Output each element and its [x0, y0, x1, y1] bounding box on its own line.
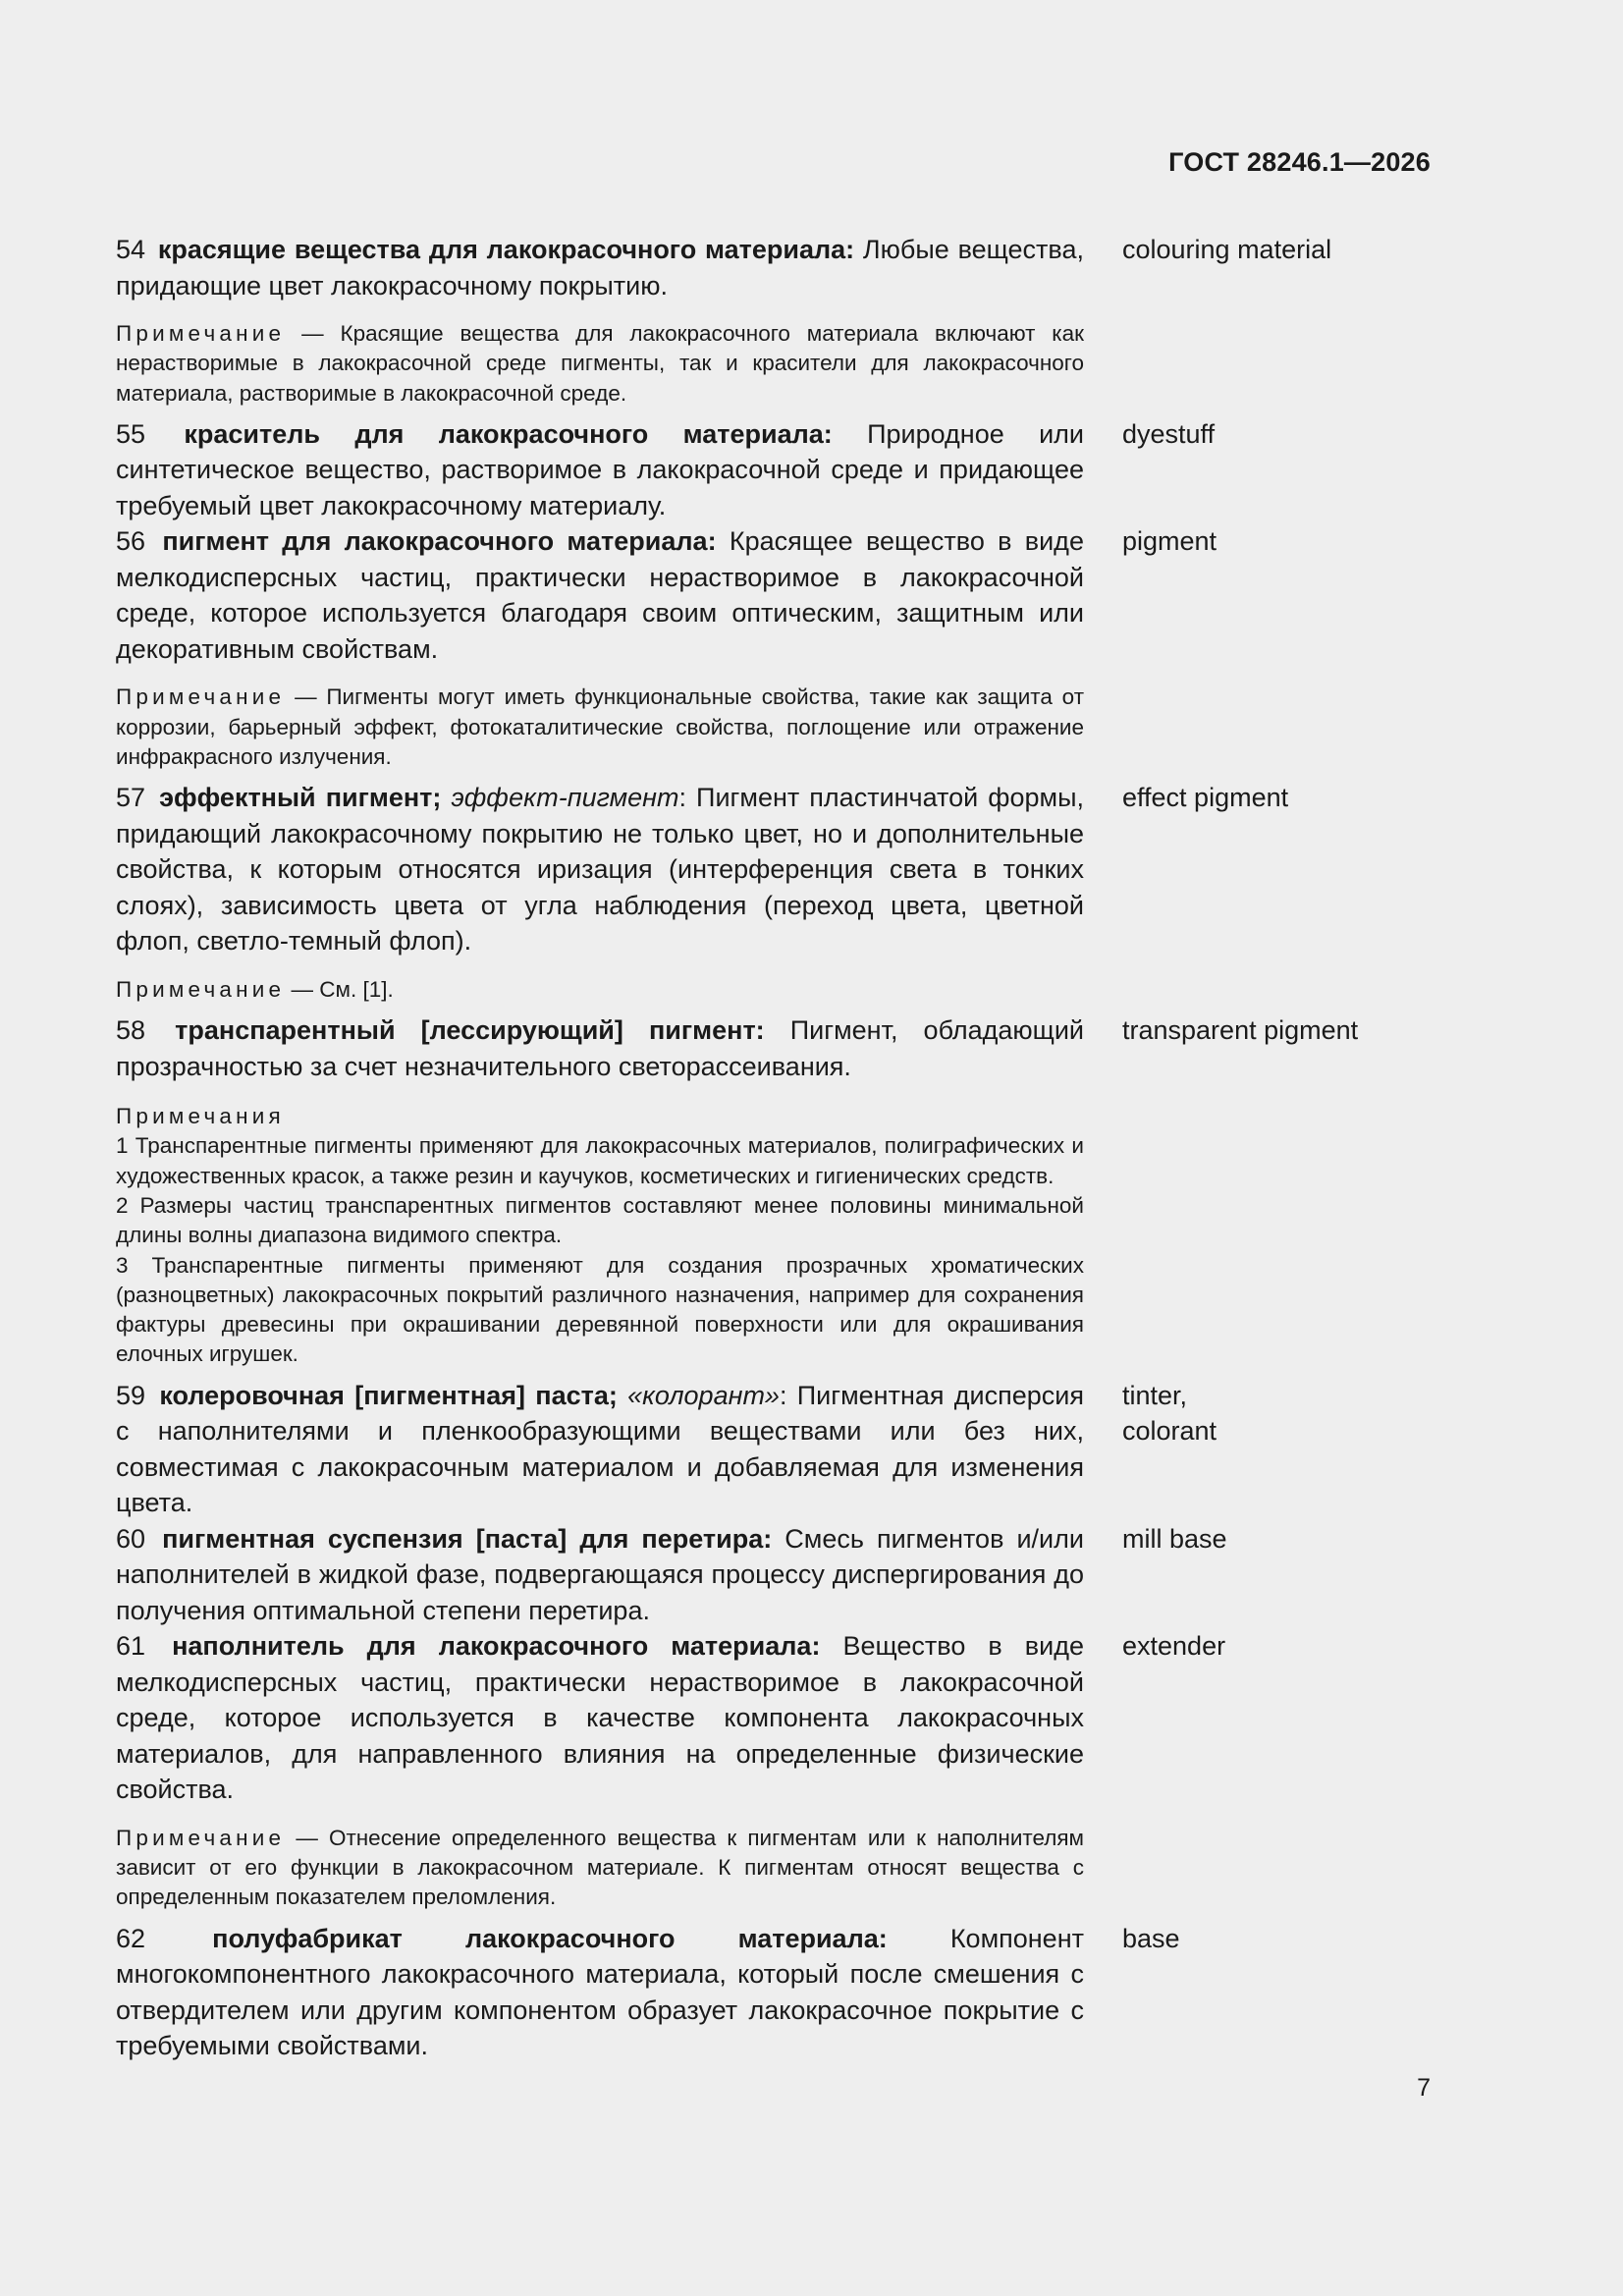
note-label: Примечание — [116, 321, 286, 346]
note-text: — Отнесение определенного вещества к пигментам или к наполнителям зависит от его функции в лакокрасочном материале. К пигментам относят вещества с определенным показателем преломления. — [116, 1825, 1084, 1910]
term-name: полуфабрикат лакокрасочного материала: — [212, 1923, 888, 1953]
note-text: — Красящие вещества для лакокрасочного материала включают как нерастворимые в лакокрасочной среде пигменты, так и красители для лакокрасочного материала, растворимые в лакокрасочной среде. — [116, 321, 1084, 406]
term-number: 61 — [116, 1631, 146, 1662]
term-number: 58 — [116, 1015, 146, 1046]
definition-59 — [116, 1378, 1084, 1521]
term-number: 56 — [116, 526, 146, 557]
note-label: Примечание — [116, 1825, 286, 1850]
note-57 — [116, 975, 1084, 1005]
term-number: 59 — [116, 1380, 146, 1410]
definition-60 — [116, 1521, 1084, 1629]
note-item: 1 Транспарентные пигменты применяют для лакокрасочных материалов, полиграфических и художественных красок, а также резин и каучуков, косметических и гигиенических средств. — [116, 1133, 1084, 1188]
term-number: 62 — [116, 1923, 146, 1953]
english-equivalent-58: transparent pigment — [1122, 1015, 1359, 1046]
english-equivalent-61: extender — [1122, 1631, 1226, 1662]
notes-label: Примечания — [116, 1104, 285, 1129]
english-equivalent-62: base — [1122, 1923, 1180, 1953]
term-entry-62 — [116, 1921, 1432, 2064]
term-number: 57 — [116, 783, 146, 813]
page-number: 7 — [1417, 2074, 1431, 2102]
term-definition: Компонент многокомпонентного лакокрасочного материала, который после смешения с отвердителем или другим компонентом образует лакокрасочное покрытие с требуемыми свойствами. — [116, 1923, 1084, 2061]
term-entry-61 — [116, 1628, 1432, 1808]
note-61 — [116, 1824, 1084, 1913]
term-definition: : Пигментная дисперсия с наполнителями и пленкообразующими веществами или без них, совместимая с лакокрасочным материалом и добавляемая для изменения цвета. — [116, 1380, 1084, 1518]
english-equivalent-60: mill base — [1122, 1523, 1227, 1554]
term-definition: : Пигмент пластинчатой формы, придающий лакокрасочному покрытию не только цвет, но и дополнительные свойства, к которым относятся иризация (интерференция света в тонких слоях), зависимость цвета от угла наблюдения (переход цвета, цветной флоп, светло-темный флоп). — [116, 783, 1084, 957]
term-entry-59 — [116, 1378, 1432, 1521]
standard-designation: ГОСТ 28246.1—2026 — [1168, 147, 1431, 177]
note-text: — Пигменты могут иметь функциональные свойства, такие как защита от коррозии, барьерный эффект, фотокаталитические свойства, поглощение или отражение инфракрасного излучения. — [116, 684, 1084, 769]
term-definition: Пигмент, обладающий прозрачностью за счет незначительного светорассеивания. — [116, 1015, 1084, 1081]
term-name: пигментная суспензия [паста] для перетира: — [162, 1523, 773, 1554]
term-name: краситель для лакокрасочного материала: — [184, 418, 833, 449]
note-text: — См. [1]. — [291, 976, 394, 1002]
note-item: 3 Транспарентные пигменты применяют для создания прозрачных хроматических (разноцветных) лакокрасочных покрытий различного назначения, например для сохранения фактуры древесины при окрашивании деревянной поверхности или для окрашивания елочных игрушек. — [116, 1252, 1084, 1367]
term-name: эффектный пигмент; — [159, 783, 442, 813]
term-entry-57 — [116, 780, 1432, 959]
term-name: транспарентный [лессирующий] пигмент: — [175, 1015, 765, 1046]
english-equivalent-56: pigment — [1122, 526, 1217, 557]
english-equivalent-55: dyestuff — [1122, 418, 1216, 449]
term-synonym: «колорант» — [627, 1380, 780, 1410]
term-name: наполнитель для лакокрасочного материала: — [172, 1631, 821, 1662]
definition-57 — [116, 780, 1084, 959]
term-definition: Смесь пигментов и/или наполнителей в жидкой фазе, подвергающаяся процессу диспергирования до получения оптимальной степени перетира. — [116, 1523, 1084, 1625]
definition-62 — [116, 1921, 1084, 2064]
term-entry-58 — [116, 1012, 1432, 1084]
english-equivalent-59 — [1122, 1378, 1417, 1449]
term-synonym: эффект-пигмент — [451, 783, 679, 813]
definition-61 — [116, 1628, 1084, 1808]
definition-58 — [116, 1012, 1084, 1084]
term-definition: Вещество в виде мелкодисперсных частиц, практически нерастворимое в лакокрасочной среде, которое используется в качестве компонента лакокрасочных материалов, для направленного влияния на определенные физические свойства. — [116, 1631, 1084, 1805]
term-entry-54 — [116, 232, 1432, 303]
english-equivalent-57: effect pigment — [1122, 783, 1289, 813]
term-entry-56 — [116, 523, 1432, 667]
term-entry-55 — [116, 416, 1432, 524]
definition-55 — [116, 416, 1084, 524]
notes-58 — [116, 1102, 1084, 1370]
note-56 — [116, 683, 1084, 772]
note-label: Примечание — [116, 684, 286, 710]
term-name: красящие вещества для лакокрасочного материала: — [157, 235, 855, 264]
term-definition: Красящее вещество в виде мелкодисперсных частиц, практически нерастворимое в лакокрасочной среде, которое используется благодаря своим оптическим, защитным или декоративным свойствам. — [116, 526, 1084, 664]
english-equivalent-54: colouring material — [1122, 235, 1332, 264]
english-term: colorant — [1122, 1415, 1217, 1446]
term-number: 55 — [116, 418, 146, 449]
term-entry-60 — [116, 1521, 1432, 1629]
term-number: 54 — [116, 235, 146, 264]
term-name: пигмент для лакокрасочного материала: — [162, 526, 717, 557]
english-term: tinter, — [1122, 1380, 1188, 1410]
term-definition: Природное или синтетическое вещество, растворимое в лакокрасочной среде и придающее требуемый цвет лакокрасочному материалу. — [116, 418, 1084, 520]
note-item: 2 Размеры частиц транспарентных пигментов составляют менее половины минимальной длины волны диапазона видимого спектра. — [116, 1192, 1084, 1248]
term-number: 60 — [116, 1523, 146, 1554]
definition-54 — [116, 232, 1084, 303]
terms-list — [116, 232, 1432, 2064]
note-label: Примечание — [116, 976, 286, 1002]
term-definition: Любые вещества, придающие цвет лакокрасочному покрытию. — [116, 235, 1084, 301]
term-name: колеровочная [пигментная] паста; — [159, 1380, 618, 1410]
note-54 — [116, 319, 1084, 409]
definition-56 — [116, 523, 1084, 667]
